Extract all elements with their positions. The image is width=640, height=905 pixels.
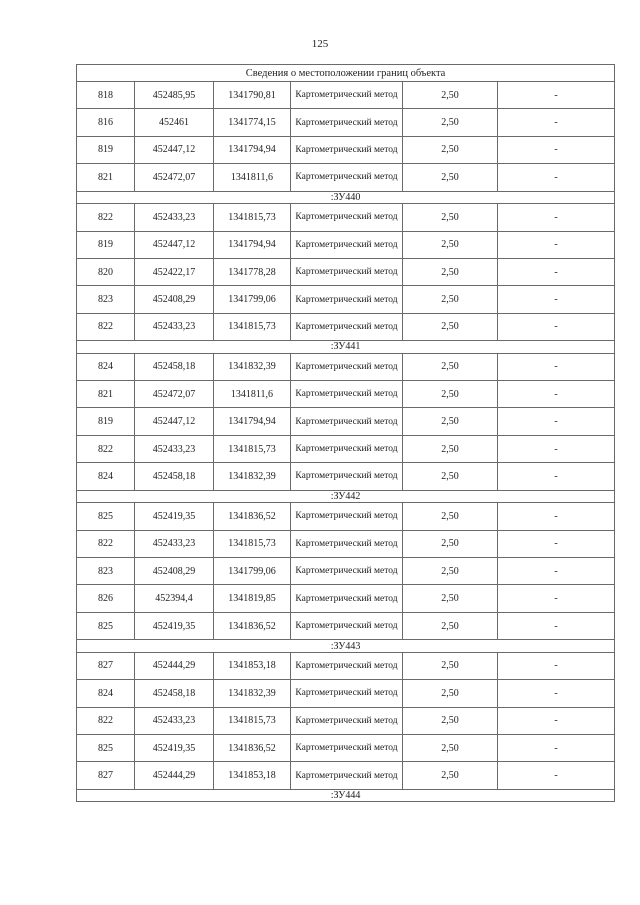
point-number-cell: 821 [77, 381, 135, 408]
zone-label: :ЗУ440 [77, 191, 615, 204]
method-cell: Картометрический метод [291, 612, 403, 639]
table-row [77, 204, 615, 231]
x-coordinate-cell: 452447,12 [135, 136, 214, 163]
y-coordinate-cell: 1341832,39 [214, 353, 291, 380]
precision-cell: 2,50 [403, 353, 498, 380]
precision-cell: 2,50 [403, 435, 498, 462]
point-number-cell: 822 [77, 313, 135, 340]
y-coordinate-cell: 1341853,18 [214, 762, 291, 789]
precision-cell: 2,50 [403, 612, 498, 639]
y-coordinate-cell: 1341836,52 [214, 612, 291, 639]
precision-cell: 2,50 [403, 204, 498, 231]
table-header-row [77, 65, 615, 82]
y-coordinate-cell: 1341832,39 [214, 463, 291, 490]
table-row [77, 231, 615, 258]
precision-cell: 2,50 [403, 707, 498, 734]
description-cell: - [498, 231, 615, 258]
zone-row [77, 341, 615, 354]
point-number-cell: 822 [77, 707, 135, 734]
description-cell: - [498, 530, 615, 557]
point-number-cell: 827 [77, 762, 135, 789]
table-row [77, 109, 615, 136]
x-coordinate-cell: 452485,95 [135, 82, 214, 109]
table-row [77, 286, 615, 313]
table-row [77, 612, 615, 639]
y-coordinate-cell: 1341790,81 [214, 82, 291, 109]
description-cell: - [498, 109, 615, 136]
precision-cell: 2,50 [403, 381, 498, 408]
table-row [77, 707, 615, 734]
precision-cell: 2,50 [403, 258, 498, 285]
method-cell: Картометрический метод [291, 762, 403, 789]
x-coordinate-cell: 452433,23 [135, 204, 214, 231]
precision-cell: 2,50 [403, 680, 498, 707]
zone-label: :ЗУ441 [77, 341, 615, 354]
description-cell: - [498, 762, 615, 789]
x-coordinate-cell: 452444,29 [135, 652, 214, 679]
table-row [77, 530, 615, 557]
method-cell: Картометрический метод [291, 204, 403, 231]
x-coordinate-cell: 452419,35 [135, 734, 214, 761]
description-cell: - [498, 82, 615, 109]
x-coordinate-cell: 452419,35 [135, 612, 214, 639]
description-cell: - [498, 136, 615, 163]
method-cell: Картометрический метод [291, 313, 403, 340]
precision-cell: 2,50 [403, 231, 498, 258]
point-number-cell: 819 [77, 231, 135, 258]
precision-cell: 2,50 [403, 82, 498, 109]
x-coordinate-cell: 452447,12 [135, 231, 214, 258]
description-cell: - [498, 503, 615, 530]
point-number-cell: 818 [77, 82, 135, 109]
description-cell: - [498, 286, 615, 313]
y-coordinate-cell: 1341799,06 [214, 558, 291, 585]
page-number: 125 [311, 38, 329, 50]
description-cell: - [498, 313, 615, 340]
y-coordinate-cell: 1341774,15 [214, 109, 291, 136]
description-cell: - [498, 558, 615, 585]
y-coordinate-cell: 1341836,52 [214, 503, 291, 530]
table-row [77, 82, 615, 109]
y-coordinate-cell: 1341811,6 [214, 164, 291, 191]
point-number-cell: 823 [77, 558, 135, 585]
precision-cell: 2,50 [403, 286, 498, 313]
method-cell: Картометрический метод [291, 381, 403, 408]
precision-cell: 2,50 [403, 109, 498, 136]
point-number-cell: 819 [77, 408, 135, 435]
zone-row [77, 640, 615, 653]
point-number-cell: 816 [77, 109, 135, 136]
y-coordinate-cell: 1341799,06 [214, 286, 291, 313]
x-coordinate-cell: 452472,07 [135, 164, 214, 191]
point-number-cell: 825 [77, 503, 135, 530]
point-number-cell: 822 [77, 435, 135, 462]
y-coordinate-cell: 1341794,94 [214, 136, 291, 163]
table-row [77, 734, 615, 761]
table-row [77, 652, 615, 679]
method-cell: Картометрический метод [291, 231, 403, 258]
table-row [77, 585, 615, 612]
precision-cell: 2,50 [403, 558, 498, 585]
method-cell: Картометрический метод [291, 353, 403, 380]
boundary-points-table [76, 64, 615, 802]
y-coordinate-cell: 1341815,73 [214, 707, 291, 734]
y-coordinate-cell: 1341815,73 [214, 435, 291, 462]
table-row [77, 136, 615, 163]
method-cell: Картометрический метод [291, 652, 403, 679]
point-number-cell: 820 [77, 258, 135, 285]
description-cell: - [498, 353, 615, 380]
table-row [77, 463, 615, 490]
y-coordinate-cell: 1341853,18 [214, 652, 291, 679]
y-coordinate-cell: 1341794,94 [214, 408, 291, 435]
method-cell: Картометрический метод [291, 82, 403, 109]
precision-cell: 2,50 [403, 136, 498, 163]
description-cell: - [498, 408, 615, 435]
zone-row [77, 789, 615, 802]
table-row [77, 762, 615, 789]
point-number-cell: 825 [77, 612, 135, 639]
precision-cell: 2,50 [403, 164, 498, 191]
description-cell: - [498, 585, 615, 612]
table-row [77, 313, 615, 340]
description-cell: - [498, 652, 615, 679]
precision-cell: 2,50 [403, 652, 498, 679]
x-coordinate-cell: 452444,29 [135, 762, 214, 789]
precision-cell: 2,50 [403, 530, 498, 557]
precision-cell: 2,50 [403, 463, 498, 490]
point-number-cell: 822 [77, 530, 135, 557]
x-coordinate-cell: 452472,07 [135, 381, 214, 408]
description-cell: - [498, 258, 615, 285]
table-row [77, 558, 615, 585]
description-cell: - [498, 707, 615, 734]
method-cell: Картометрический метод [291, 734, 403, 761]
description-cell: - [498, 435, 615, 462]
point-number-cell: 825 [77, 734, 135, 761]
description-cell: - [498, 164, 615, 191]
method-cell: Картометрический метод [291, 435, 403, 462]
x-coordinate-cell: 452433,23 [135, 707, 214, 734]
y-coordinate-cell: 1341811,6 [214, 381, 291, 408]
method-cell: Картометрический метод [291, 530, 403, 557]
table-row [77, 353, 615, 380]
x-coordinate-cell: 452433,23 [135, 435, 214, 462]
point-number-cell: 822 [77, 204, 135, 231]
y-coordinate-cell: 1341794,94 [214, 231, 291, 258]
point-number-cell: 824 [77, 353, 135, 380]
x-coordinate-cell: 452458,18 [135, 463, 214, 490]
point-number-cell: 821 [77, 164, 135, 191]
method-cell: Картометрический метод [291, 109, 403, 136]
x-coordinate-cell: 452408,29 [135, 558, 214, 585]
point-number-cell: 823 [77, 286, 135, 313]
point-number-cell: 819 [77, 136, 135, 163]
description-cell: - [498, 612, 615, 639]
precision-cell: 2,50 [403, 762, 498, 789]
y-coordinate-cell: 1341819,85 [214, 585, 291, 612]
method-cell: Картометрический метод [291, 258, 403, 285]
x-coordinate-cell: 452458,18 [135, 353, 214, 380]
y-coordinate-cell: 1341778,28 [214, 258, 291, 285]
y-coordinate-cell: 1341815,73 [214, 204, 291, 231]
y-coordinate-cell: 1341815,73 [214, 313, 291, 340]
method-cell: Картометрический метод [291, 585, 403, 612]
table-row [77, 258, 615, 285]
point-number-cell: 826 [77, 585, 135, 612]
description-cell: - [498, 463, 615, 490]
zone-label: :ЗУ443 [77, 640, 615, 653]
table-row [77, 164, 615, 191]
y-coordinate-cell: 1341815,73 [214, 530, 291, 557]
table-row [77, 381, 615, 408]
table-row [77, 680, 615, 707]
x-coordinate-cell: 452422,17 [135, 258, 214, 285]
zone-row [77, 490, 615, 503]
description-cell: - [498, 204, 615, 231]
table-row [77, 408, 615, 435]
method-cell: Картометрический метод [291, 558, 403, 585]
description-cell: - [498, 680, 615, 707]
table-row [77, 503, 615, 530]
method-cell: Картометрический метод [291, 136, 403, 163]
x-coordinate-cell: 452458,18 [135, 680, 214, 707]
y-coordinate-cell: 1341836,52 [214, 734, 291, 761]
point-number-cell: 824 [77, 463, 135, 490]
method-cell: Картометрический метод [291, 680, 403, 707]
y-coordinate-cell: 1341832,39 [214, 680, 291, 707]
point-number-cell: 824 [77, 680, 135, 707]
table-header: Сведения о местоположении границ объекта [77, 65, 615, 82]
x-coordinate-cell: 452447,12 [135, 408, 214, 435]
x-coordinate-cell: 452419,35 [135, 503, 214, 530]
method-cell: Картометрический метод [291, 286, 403, 313]
method-cell: Картометрический метод [291, 707, 403, 734]
x-coordinate-cell: 452433,23 [135, 313, 214, 340]
precision-cell: 2,50 [403, 408, 498, 435]
zone-label: :ЗУ442 [77, 490, 615, 503]
description-cell: - [498, 381, 615, 408]
point-number-cell: 827 [77, 652, 135, 679]
table-row [77, 435, 615, 462]
zone-row [77, 191, 615, 204]
precision-cell: 2,50 [403, 734, 498, 761]
method-cell: Картометрический метод [291, 164, 403, 191]
precision-cell: 2,50 [403, 313, 498, 340]
x-coordinate-cell: 452461 [135, 109, 214, 136]
precision-cell: 2,50 [403, 585, 498, 612]
method-cell: Картометрический метод [291, 463, 403, 490]
zone-label: :ЗУ444 [77, 789, 615, 802]
method-cell: Картометрический метод [291, 408, 403, 435]
x-coordinate-cell: 452433,23 [135, 530, 214, 557]
precision-cell: 2,50 [403, 503, 498, 530]
x-coordinate-cell: 452408,29 [135, 286, 214, 313]
method-cell: Картометрический метод [291, 503, 403, 530]
description-cell: - [498, 734, 615, 761]
x-coordinate-cell: 452394,4 [135, 585, 214, 612]
